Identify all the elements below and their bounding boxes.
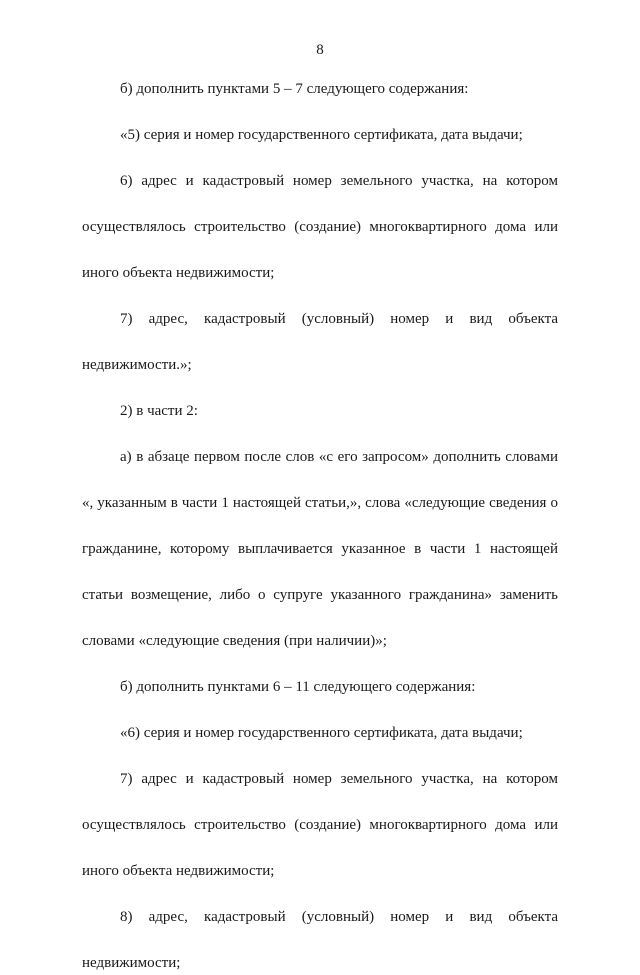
paragraph-10-line-1: 8) адрес, кадастровый (условный) номер и вид объекта xyxy=(120,909,558,925)
paragraph-6-line-1: а) в абзаце первом после слов «с его запросом» дополнить словами xyxy=(120,449,558,465)
paragraph-7: б) дополнить пунктами 6 – 11 следующего содержания: xyxy=(120,679,476,695)
paragraph-8: «6) серия и номер государственного сертификата, дата выдачи; xyxy=(120,725,523,741)
paragraph-4-line-2: недвижимости.»; xyxy=(82,357,192,373)
page-number: 8 xyxy=(316,42,324,58)
paragraph-3-line-3: иного объекта недвижимости; xyxy=(82,265,275,281)
paragraph-2: «5) серия и номер государственного сертификата, дата выдачи; xyxy=(120,127,523,143)
paragraph-3-line-1: 6) адрес и кадастровый номер земельного участка, на котором xyxy=(120,173,558,189)
paragraph-1: б) дополнить пунктами 5 – 7 следующего содержания: xyxy=(120,81,469,97)
document-body xyxy=(82,78,558,975)
paragraph-6-line-5: словами «следующие сведения (при наличии)»; xyxy=(82,633,387,649)
paragraph-10-line-2: недвижимости; xyxy=(82,955,181,971)
paragraph-4-line-1: 7) адрес, кадастровый (условный) номер и вид объекта xyxy=(120,311,558,327)
paragraph-6-line-2: «, указанным в части 1 настоящей статьи,», слова «следующие сведения о xyxy=(82,495,558,511)
paragraph-6-line-3: гражданине, которому выплачивается указанное в части 1 настоящей xyxy=(82,541,558,557)
paragraph-6-line-4: статьи возмещение, либо о супруге указанного гражданина» заменить xyxy=(82,587,558,603)
paragraph-9-line-2: осуществлялось строительство (создание) многоквартирного дома или xyxy=(82,817,558,833)
paragraph-9-line-1: 7) адрес и кадастровый номер земельного участка, на котором xyxy=(120,771,558,787)
paragraph-5: 2) в части 2: xyxy=(120,403,198,419)
paragraph-9-line-3: иного объекта недвижимости; xyxy=(82,863,275,879)
paragraph-3-line-2: осуществлялось строительство (создание) многоквартирного дома или xyxy=(82,219,558,235)
